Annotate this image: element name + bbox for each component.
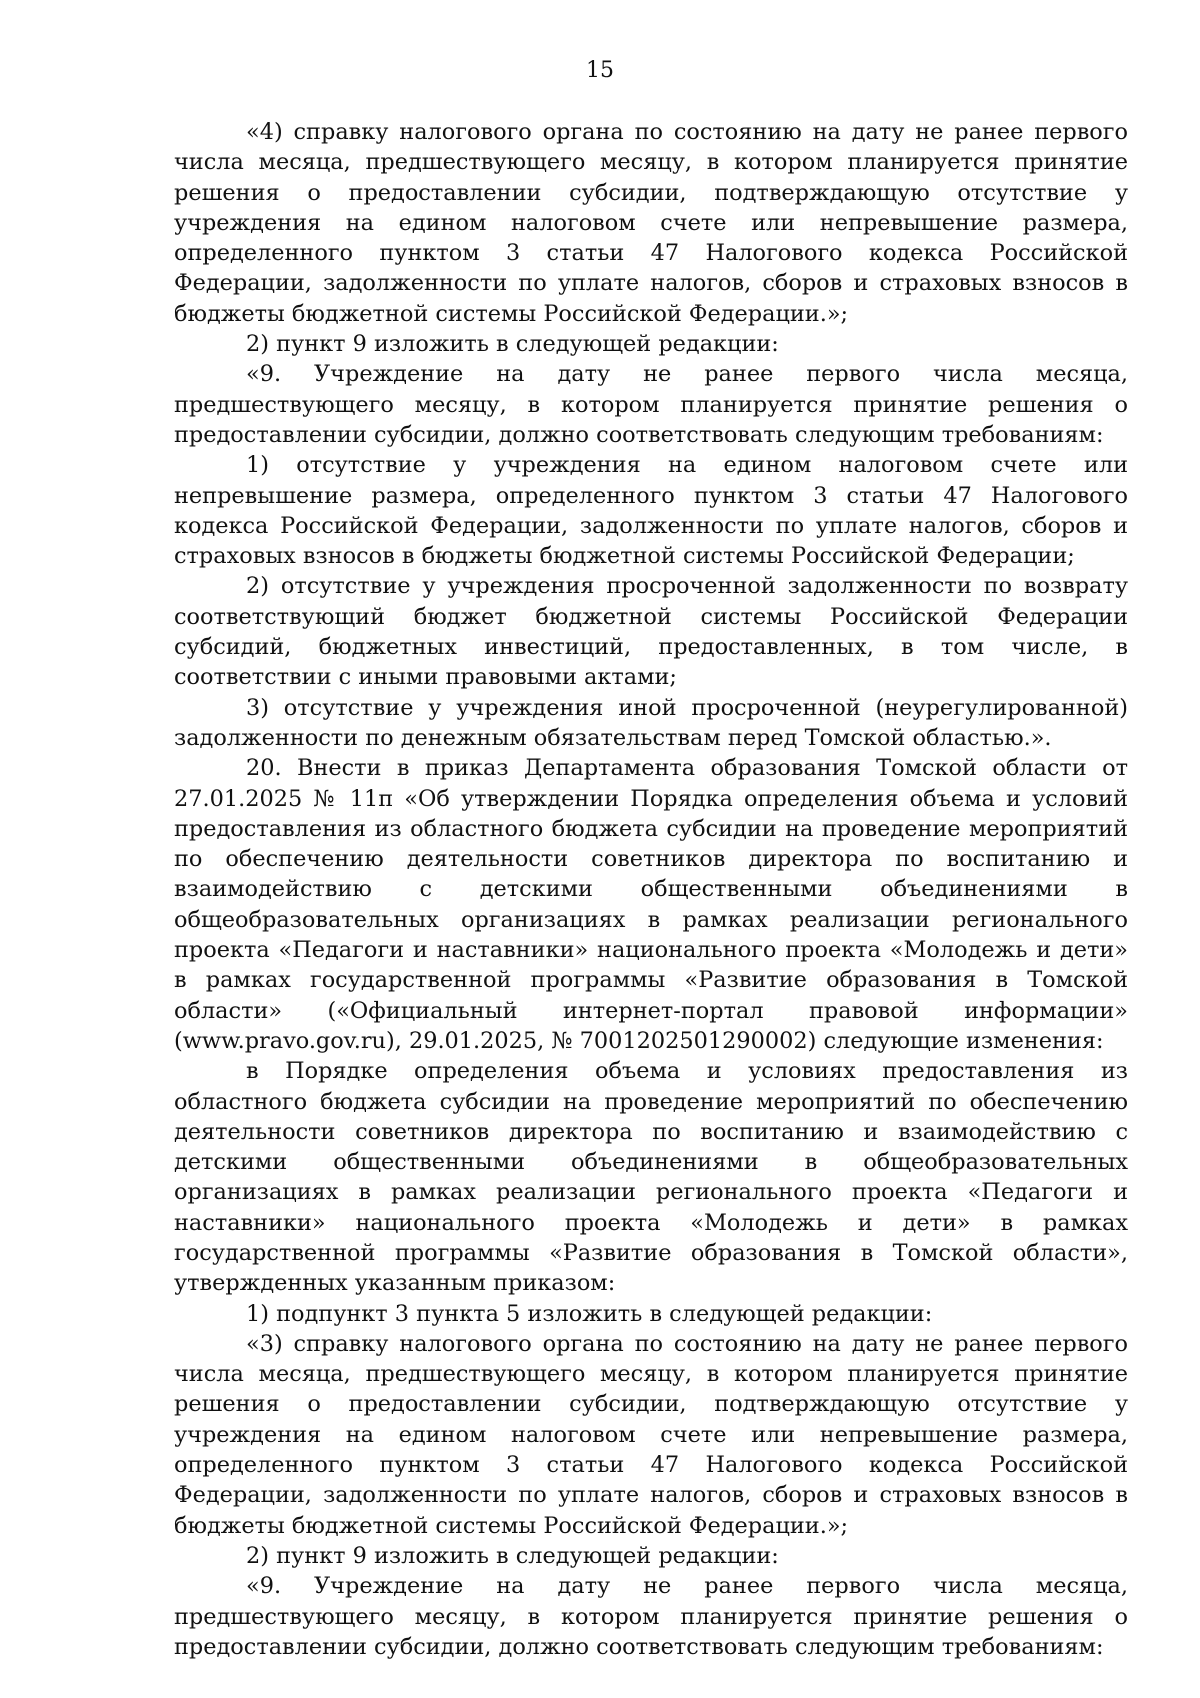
paragraph-item-20: 20. Внести в приказ Департамента образования Томской области от 27.01.2025 № 11п «Об утверждении Порядка определения объема и условий предоставления из областного бюджета субсидии на проведение мероприятий по обеспечению деятельности советников директора по воспитанию и взаимодействию с детскими общественными объединениями в общеобразовательных организациях в рамках реализации регионального проекта «Педагоги и наставники» национального проекта «Молодежь и дети» в рамках государственной программы «Развитие образования в Томской области» («Официальный интернет-портал правовой информации» (www.pravo.gov.ru), 29.01.2025, № 7001202501290002) следующие изменения: (174, 755, 1128, 1054)
document-body (174, 117, 1128, 1662)
paragraph-amend-subpoint-3: 1) подпункт 3 пункта 5 изложить в следующей редакции: (246, 1300, 933, 1327)
paragraph-tax-certificate-4: «4) справку налогового органа по состоянию на дату не ранее первого числа месяца, предшествующего месяцу, в котором планируется принятие решения о предоставлении субсидии, подтверждающую отсутствие у учреждения на едином налоговом счете или непревышение размера, определенного пунктом 3 статьи 47 Налогового кодекса Российской Федерации, задолженности по уплате налогов, сборов и страховых взносов в бюджеты бюджетной системы Российской Федерации.»; (174, 119, 1128, 327)
page-number: 15 (586, 58, 614, 83)
paragraph-procedure-changes: в Порядке определения объема и условиях предоставления из областного бюджета субсидии на проведение мероприятий по обеспечению деятельности советников директора по воспитанию и взаимодействию с детскими общественными объединениями в общеобразовательных организациях в рамках реализации регионального проекта «Педагоги и наставники» национального проекта «Молодежь и дети» в рамках государственной программы «Развитие образования в Томской области», утвержденных указанным приказом: (174, 1058, 1128, 1297)
paragraph-requirement-2: 2) отсутствие у учреждения просроченной задолженности по возврату соответствующий бюджет бюджетной системы Российской Федерации субсидий, бюджетных инвестиций, предоставленных, в том числе, в соответствии с иными правовыми актами; (174, 573, 1128, 691)
paragraph-amend-point-9: 2) пункт 9 изложить в следующей редакции: (246, 331, 779, 358)
paragraph-requirement-3: 3) отсутствие у учреждения иной просроченной (неурегулированной) задолженности по денежным обязательствам перед Томской областью.». (174, 694, 1128, 751)
paragraph-point-9-intro-second: «9. Учреждение на дату не ранее первого числа месяца, предшествующего месяцу, в котором планируется принятие решения о предоставлении субсидии, должно соответствовать следующим требованиям: (174, 1573, 1128, 1660)
paragraph-point-9-intro: «9. Учреждение на дату не ранее первого числа месяца, предшествующего месяцу, в котором планируется принятие решения о предоставлении субсидии, должно соответствовать следующим требованиям: (174, 361, 1128, 448)
paragraph-tax-certificate-3: «3) справку налогового органа по состоянию на дату не ранее первого числа месяца, предшествующего месяцу, в котором планируется принятие решения о предоставлении субсидии, подтверждающую отсутствие у учреждения на едином налоговом счете или непревышение размера, определенного пунктом 3 статьи 47 Налогового кодекса Российской Федерации, задолженности по уплате налогов, сборов и страховых взносов в бюджеты бюджетной системы Российской Федерации.»; (174, 1330, 1128, 1539)
paragraph-requirement-1: 1) отсутствие у учреждения на едином налоговом счете или непревышение размера, определенного пунктом 3 статьи 47 Налогового кодекса Российской Федерации, задолженности по уплате налогов, сборов и страховых взносов в бюджеты бюджетной системы Российской Федерации; (174, 452, 1128, 570)
paragraph-amend-point-9-second: 2) пункт 9 изложить в следующей редакции: (246, 1542, 779, 1569)
